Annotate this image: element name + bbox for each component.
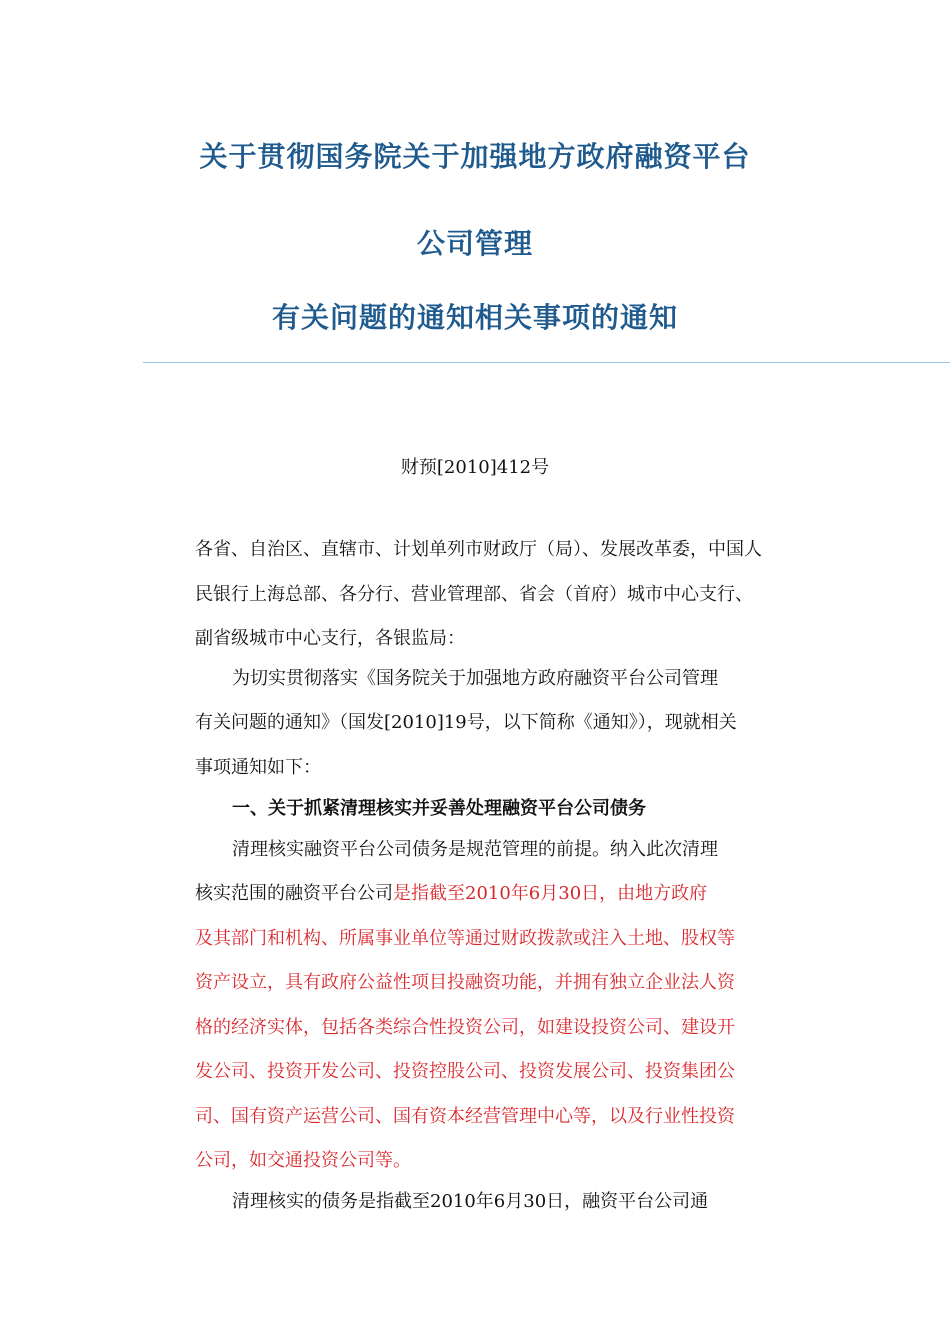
body-line-mixed [195,883,761,905]
document-title-line-3: 有关问题的通知相关事项的通知 [271,301,678,334]
highlighted-text: 是指截至2010年6月30日，由地方政府 [393,883,708,904]
highlighted-line: 发公司、投资开发公司、投资控股公司、投资发展公司、投资集团公 [195,1061,735,1082]
document-title-line-1: 关于贯彻国务院关于加强地方政府融资平台 [199,140,751,173]
document-number: 财预[2010]412号 [400,457,550,478]
intro-line: 有关问题的通知》（国发[2010]19号，以下简称《通知》），现就相关 [195,712,737,733]
addressee-line: 副省级城市中心支行，各银监局： [195,628,465,649]
highlighted-line: 司、国有资产运营公司、国有资本经营管理中心等，以及行业性投资 [195,1106,735,1127]
highlighted-line: 及其部门和机构、所属事业单位等通过财政拨款或注入土地、股权等 [195,928,735,949]
section-heading: 一、关于抓紧清理核实并妥善处理融资平台公司债务 [232,798,646,819]
body-line: 清理核实融资平台公司债务是规范管理的前提。纳入此次清理 [232,839,718,860]
document-title-line-2: 公司管理 [416,227,533,260]
addressee-line: 各省、自治区、直辖市、计划单列市财政厅（局）、发展改革委，中国人 [195,539,762,560]
highlighted-line: 资产设立，具有政府公益性项目投融资功能，并拥有独立企业法人资 [195,972,735,993]
intro-line: 事项通知如下： [195,757,321,778]
intro-line: 为切实贯彻落实《国务院关于加强地方政府融资平台公司管理 [232,668,718,689]
addressee-line: 民银行上海总部、各分行、营业管理部、省会（首府）城市中心支行、 [195,584,753,605]
highlighted-line: 公司，如交通投资公司等。 [195,1150,411,1171]
highlighted-line: 格的经济实体，包括各类综合性投资公司，如建设投资公司、建设开 [195,1017,735,1038]
body-text: 核实范围的融资平台公司 [195,883,393,904]
body-line: 清理核实的债务是指截至2010年6月30日，融资平台公司通 [232,1191,709,1212]
title-divider [143,362,950,363]
